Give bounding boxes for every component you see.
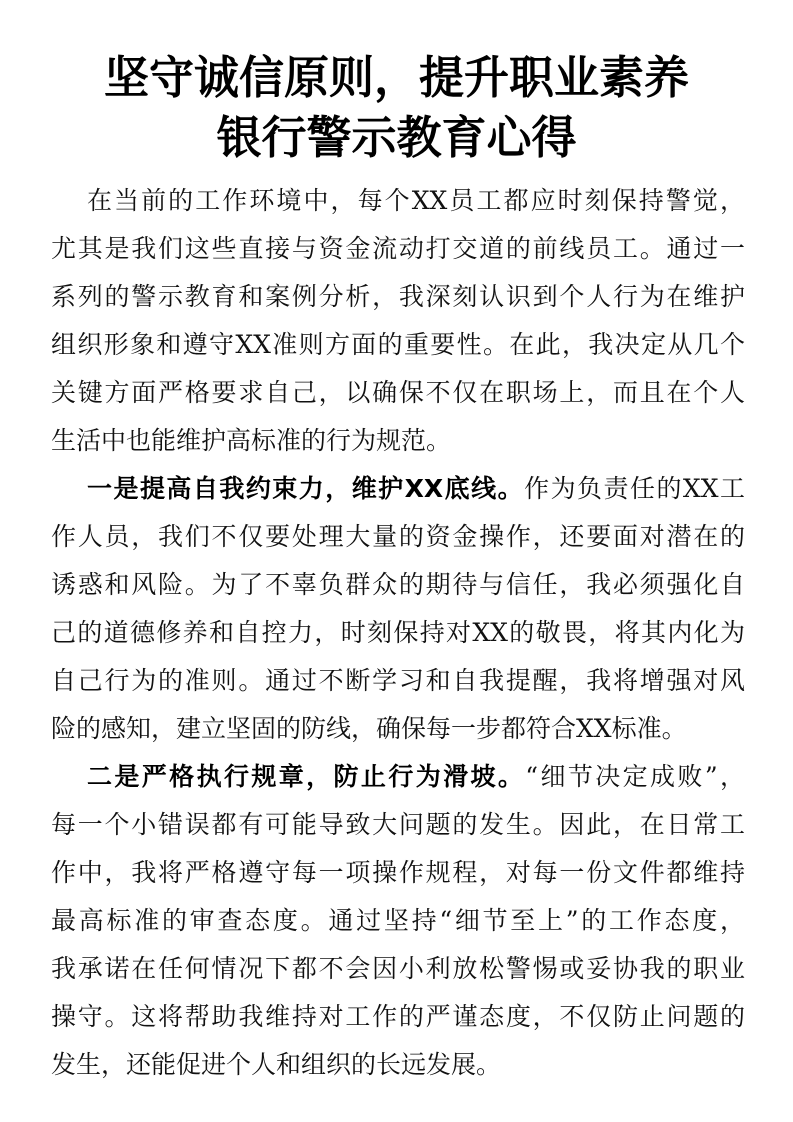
paragraph-2-line: 己的道德修养和自控力，时刻保持对XX的敬畏，将其内化为 — [51, 618, 745, 647]
paragraph-3-line: 操守。这将帮助我维持对工作的严谨态度，不仅防止问题的 — [51, 1002, 745, 1031]
paragraph-1-line: 关键方面严格要求自己，以确保不仅在职场上，而且在个人 — [51, 378, 745, 407]
document-title-line1: 坚守诚信原则，提升职业素养 — [103, 51, 689, 104]
paragraph-3-text: “细节决定成败”， — [525, 762, 745, 791]
paragraph-3-first-line — [87, 757, 745, 797]
paragraph-2-line: 诱惑和风险。为了不辜负群众的期待与信任，我必须强化自 — [51, 570, 745, 599]
paragraph-2-line: 作人员，我们不仅要处理大量的资金操作，还要面对潜在的 — [51, 522, 745, 551]
paragraph-1-line: 尤其是我们这些直接与资金流动打交道的前线员工。通过一 — [51, 234, 745, 263]
paragraph-2-text: 作为负责任的XX工 — [524, 474, 745, 503]
paragraph-2-line: 自己行为的准则。通过不断学习和自我提醒，我将增强对风 — [51, 666, 745, 695]
paragraph-3-line: 最高标准的审查态度。通过坚持“细节至上”的工作态度， — [51, 906, 745, 935]
paragraph-2-line: 险的感知，建立坚固的防线，确保每一步都符合XX标准。 — [51, 714, 687, 743]
paragraph-1-line: 系列的警示教育和案例分析，我深刻认识到个人行为在维护 — [51, 282, 745, 311]
paragraph-3-line: 作中，我将严格遵守每一项操作规程，对每一份文件都维持 — [51, 858, 745, 887]
document-title-line2: 银行警示教育心得 — [216, 111, 577, 164]
paragraph-3-line: 发生，还能促进个人和组织的长远发展。 — [51, 1050, 502, 1079]
paragraph-3-line: 我承诺在任何情况下都不会因小利放松警惕或妥协我的职业 — [51, 954, 745, 983]
paragraph-1-line: 在当前的工作环境中，每个XX员工都应时刻保持警觉， — [87, 186, 745, 215]
paragraph-3-heading: 二是严格执行规章，防止行为滑坡。 — [87, 762, 526, 791]
paragraph-1-line: 组织形象和遵守XX准则方面的重要性。在此，我决定从几个 — [51, 330, 745, 359]
paragraph-3-line: 每一个小错误都有可能导致大问题的发生。因此，在日常工 — [51, 810, 745, 839]
paragraph-2-first-line — [87, 469, 745, 509]
paragraph-1-line: 生活中也能维护高标准的行为规范。 — [51, 426, 452, 455]
paragraph-2-heading: 一是提高自我约束力，维护XX底线。 — [87, 474, 525, 503]
